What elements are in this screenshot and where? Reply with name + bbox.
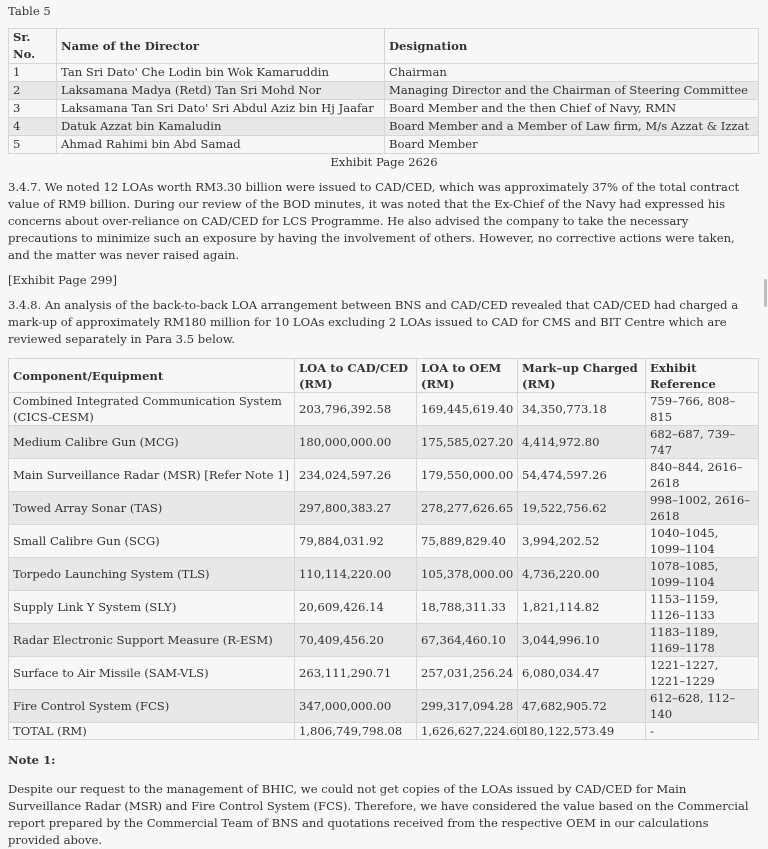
table-row	[9, 459, 759, 492]
table-cell: 840–844, 2616–2618	[646, 459, 759, 492]
table-cell: 180,122,573.49	[518, 723, 646, 740]
column-header: Component/Equipment	[9, 359, 295, 393]
table-cell: Laksamana Madya (Retd) Tan Sri Mohd Nor	[57, 82, 385, 100]
table-cell: 682–687, 739–747	[646, 426, 759, 459]
table-cell: 169,445,619.40	[417, 393, 518, 426]
table-cell: 3,994,202.52	[518, 525, 646, 558]
markup-table	[8, 358, 759, 740]
table-cell: 759–766, 808–815	[646, 393, 759, 426]
table-cell: 20,609,426.14	[295, 591, 417, 624]
table-row	[9, 525, 759, 558]
table-row	[9, 82, 759, 100]
table-cell: 278,277,626.65	[417, 492, 518, 525]
table-cell: 6,080,034.47	[518, 657, 646, 690]
table-cell: Radar Electronic Support Measure (R-ESM)	[9, 624, 295, 657]
table-cell: Supply Link Y System (SLY)	[9, 591, 295, 624]
table-row	[9, 657, 759, 690]
table-cell: 179,550,000.00	[417, 459, 518, 492]
table-cell: 19,522,756.62	[518, 492, 646, 525]
table-cell: Main Surveillance Radar (MSR) [Refer Note 1]	[9, 459, 295, 492]
table-cell: 47,682,905.72	[518, 690, 646, 723]
table-cell: Board Member and the then Chief of Navy, RMN	[385, 100, 759, 118]
table-row	[9, 690, 759, 723]
table-cell: 1078–1085, 1099–1104	[646, 558, 759, 591]
directors-table	[8, 28, 759, 154]
table-cell: Laksamana Tan Sri Dato' Sri Abdul Aziz bin Hj Jaafar	[57, 100, 385, 118]
table-cell: 1	[9, 64, 57, 82]
column-header: LOA to CAD/CED (RM)	[295, 359, 417, 393]
table-cell: 110,114,220.00	[295, 558, 417, 591]
paragraph-3-4-8: 3.4.8. An analysis of the back-to-back LOA arrangement between BNS and CAD/CED revealed that CAD/CED had charged a mark-up of approximately RM180 million for 10 LOAs excluding 2 LOAs issued to CAD for CMS and BIT Centre which are reviewed separately in Para 3.5 below.	[8, 298, 739, 346]
scrollbar-thumb[interactable]	[764, 279, 767, 307]
table-cell: Datuk Azzat bin Kamaludin	[57, 118, 385, 136]
paragraph-3-4-7: 3.4.7. We noted 12 LOAs worth RM3.30 billion were issued to CAD/CED, which was approximately 37% of the total contract value of RM9 billion. During our review of the BOD minutes, it was noted that the Ex-Chief of the Navy had expressed his concerns about over-reliance on CAD/CED for LCS Programme. He also advised the company to take the necessary precautions to minimize such an exposure by having the involvement of others. However, no corrective actions were taken, and the matter was never raised again.	[8, 180, 740, 262]
table-cell: 105,378,000.00	[417, 558, 518, 591]
table-row	[9, 558, 759, 591]
table-cell: 4,414,972.80	[518, 426, 646, 459]
column-header: LOA to OEM (RM)	[417, 359, 518, 393]
table-caption: Table 5	[8, 4, 51, 18]
table-cell: 75,889,829.40	[417, 525, 518, 558]
table-cell: 1,806,749,798.08	[295, 723, 417, 740]
table-cell: 299,317,094.28	[417, 690, 518, 723]
table-row	[9, 118, 759, 136]
table-cell: 4,736,220.00	[518, 558, 646, 591]
table-cell: 1221–1227, 1221–1229	[646, 657, 759, 690]
table-cell: 1040–1045, 1099–1104	[646, 525, 759, 558]
table-cell: 180,000,000.00	[295, 426, 417, 459]
table-cell: 79,884,031.92	[295, 525, 417, 558]
table-cell: Towed Array Sonar (TAS)	[9, 492, 295, 525]
table-cell: 347,000,000.00	[295, 690, 417, 723]
table-cell: 257,031,256.24	[417, 657, 518, 690]
table-cell: 263,111,290.71	[295, 657, 417, 690]
table-cell: 18,788,311.33	[417, 591, 518, 624]
note-text: Despite our request to the management of BHIC, we could not get copies of the LOAs issued by CAD/CED for Main Surveillance Radar (MSR) and Fire Control System (FCS). Therefore, we have considered the value based on the Commercial report prepared by the Commercial Team of BNS and quotations received from the respective OEM in our calculations provided above.	[8, 782, 749, 847]
table-cell: 54,474,597.26	[518, 459, 646, 492]
table-cell: Board Member	[385, 136, 759, 154]
table-cell: 2	[9, 82, 57, 100]
table-cell: 3	[9, 100, 57, 118]
table-cell: Surface to Air Missile (SAM-VLS)	[9, 657, 295, 690]
column-header: Sr. No.	[9, 29, 57, 64]
table-row	[9, 100, 759, 118]
table-cell: Ahmad Rahimi bin Abd Samad	[57, 136, 385, 154]
table-cell: 3,044,996.10	[518, 624, 646, 657]
table-cell: Chairman	[385, 64, 759, 82]
exhibit-reference: Exhibit Page 2626	[330, 155, 438, 169]
table-row	[9, 492, 759, 525]
table-cell: 4	[9, 118, 57, 136]
table-cell: Small Calibre Gun (SCG)	[9, 525, 295, 558]
table-row	[9, 393, 759, 426]
table-cell: 297,800,383.27	[295, 492, 417, 525]
table-cell: 175,585,027.20	[417, 426, 518, 459]
column-header: Exhibit Reference	[646, 359, 759, 393]
table-cell: 5	[9, 136, 57, 154]
table-total-row	[9, 723, 759, 740]
table-cell: 1,626,627,224.60	[417, 723, 518, 740]
table-row	[9, 136, 759, 154]
column-header: Name of the Director	[57, 29, 385, 64]
table-row	[9, 591, 759, 624]
table-cell: Board Member and a Member of Law firm, M/s Azzat & Izzat	[385, 118, 759, 136]
table-cell: 34,350,773.18	[518, 393, 646, 426]
table-cell: 1183–1189, 1169–1178	[646, 624, 759, 657]
table-cell: 67,364,460.10	[417, 624, 518, 657]
table-cell: 1,821,114.82	[518, 591, 646, 624]
table-cell: Torpedo Launching System (TLS)	[9, 558, 295, 591]
table-cell: Fire Control System (FCS)	[9, 690, 295, 723]
table-cell: Tan Sri Dato' Che Lodin bin Wok Kamaruddin	[57, 64, 385, 82]
table-cell: Medium Calibre Gun (MCG)	[9, 426, 295, 459]
table-row	[9, 624, 759, 657]
exhibit-reference: [Exhibit Page 299]	[8, 273, 117, 287]
table-cell: 70,409,456.20	[295, 624, 417, 657]
table-cell: 612–628, 112–140	[646, 690, 759, 723]
table-cell: Managing Director and the Chairman of Steering Committee	[385, 82, 759, 100]
note-heading: Note 1:	[8, 753, 56, 767]
column-header: Mark–up Charged (RM)	[518, 359, 646, 393]
table-cell: Combined Integrated Communication System (CICS-CESM)	[9, 393, 295, 426]
table-cell: -	[646, 723, 759, 740]
table-cell: 234,024,597.26	[295, 459, 417, 492]
table-row	[9, 426, 759, 459]
table-cell: 203,796,392.58	[295, 393, 417, 426]
table-cell: 998–1002, 2616–2618	[646, 492, 759, 525]
table-cell: TOTAL (RM)	[9, 723, 295, 740]
column-header: Designation	[385, 29, 759, 64]
table-cell: 1153–1159, 1126–1133	[646, 591, 759, 624]
table-row	[9, 64, 759, 82]
